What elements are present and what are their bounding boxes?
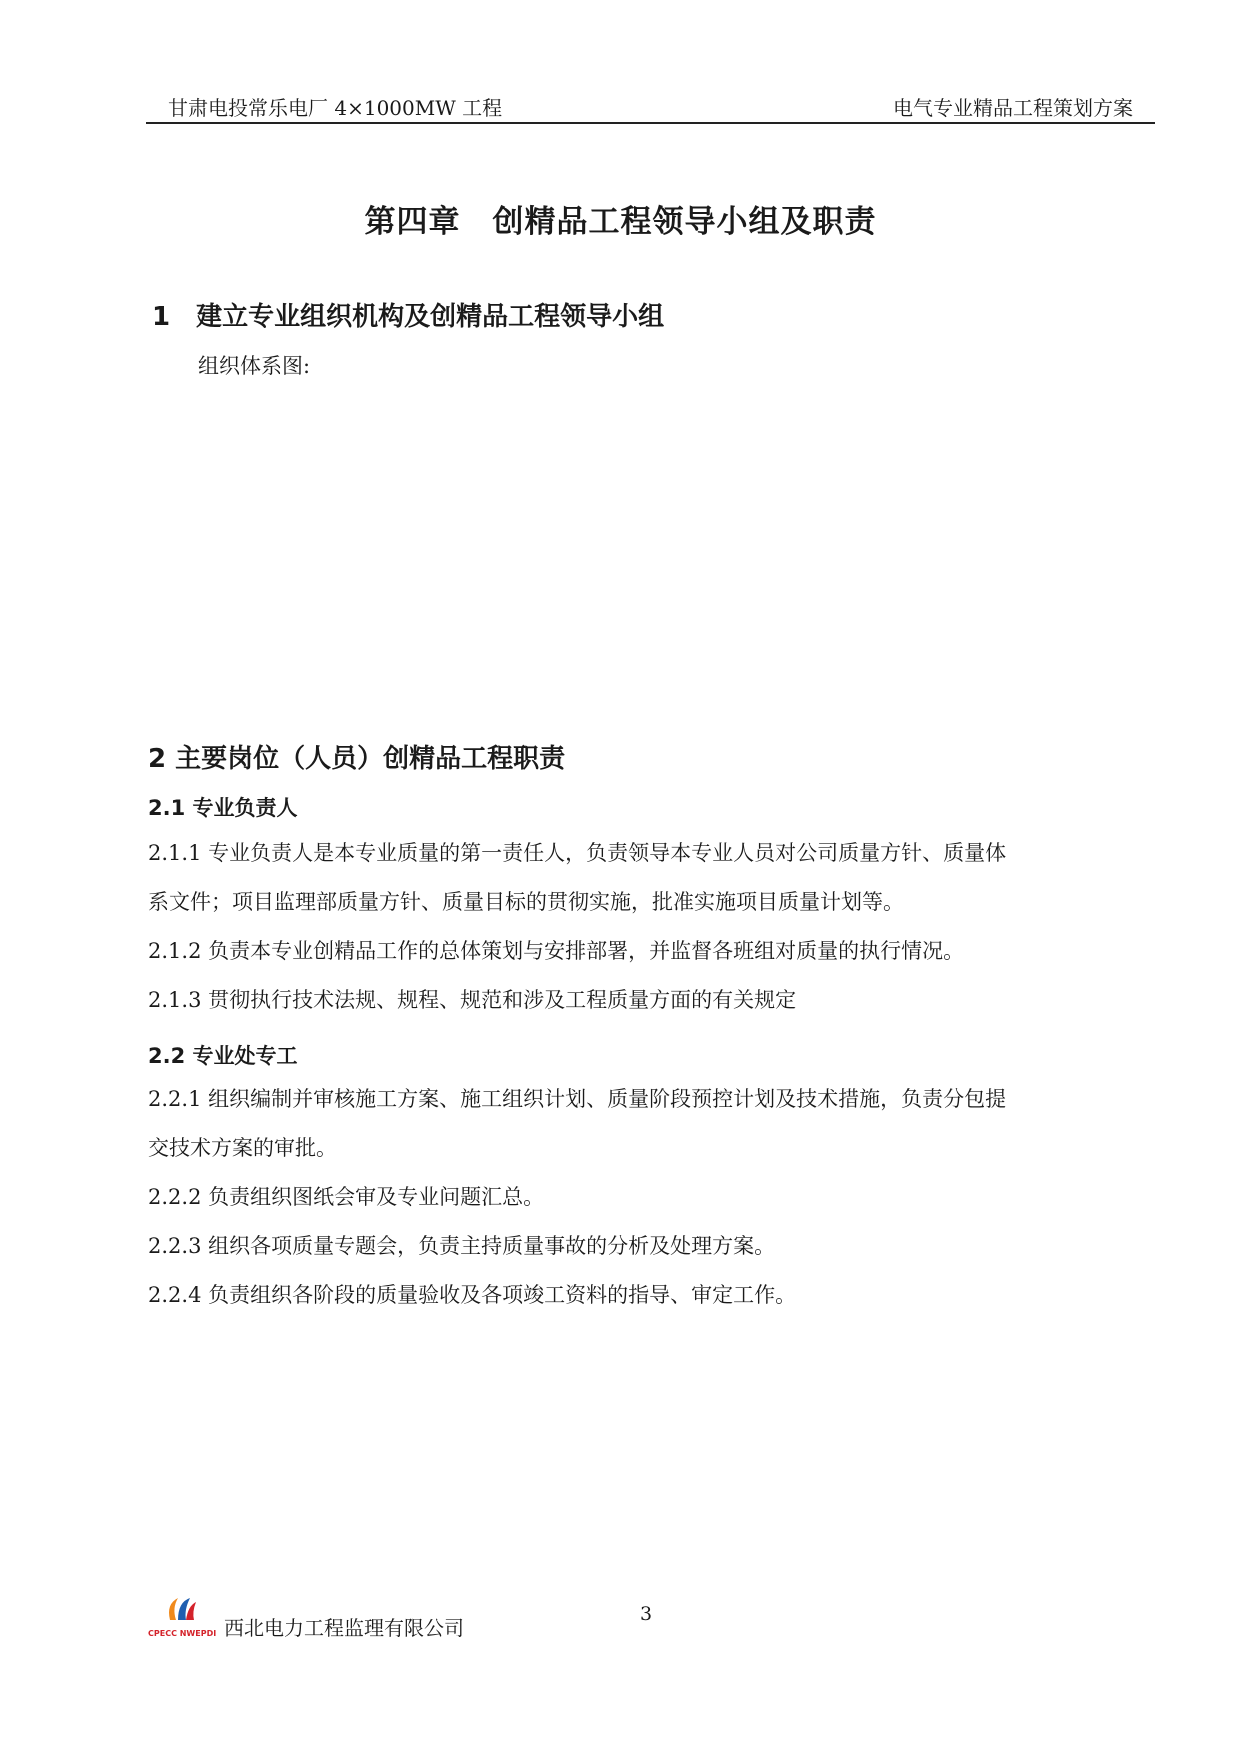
paragraph-2-1-2: 2.1.2 负责本专业创精品工作的总体策划与安排部署，并监督各班组对质量的执行情况。 xyxy=(148,939,965,963)
org-chart-label: 组织体系图: xyxy=(198,354,311,378)
subsection-2-2-heading: 2.2 专业处专工 xyxy=(148,1044,298,1068)
paragraph-2-2-3: 2.2.3 组织各项质量专题会，负责主持质量事故的分析及处理方案。 xyxy=(148,1234,776,1258)
section-1-heading: 1 建立专业组织机构及创精品工程领导小组 xyxy=(152,302,665,332)
paragraph-2-2-4: 2.2.4 负责组织各阶段的质量验收及各项竣工资料的指导、审定工作。 xyxy=(148,1283,797,1307)
header-project-title: 甘肃电投常乐电厂 4×1000MW 工程 xyxy=(168,96,503,120)
paragraph-2-2-1-line1: 2.2.1 组织编制并审核施工方案、施工组织计划、质量阶段预控计划及技术措施，负责分包提 xyxy=(148,1087,1007,1111)
footer-company-name: 西北电力工程监理有限公司 xyxy=(224,1616,464,1640)
section-2-heading: 2 主要岗位（人员）创精品工程职责 xyxy=(148,744,566,774)
paragraph-2-1-3: 2.1.3 贯彻执行技术法规、规程、规范和涉及工程质量方面的有关规定 xyxy=(148,988,797,1012)
chapter-title: 第四章 创精品工程领导小组及职责 xyxy=(364,204,877,240)
header-document-title: 电气专业精品工程策划方案 xyxy=(893,96,1133,120)
paragraph-2-2-1-line2: 交技术方案的审批。 xyxy=(148,1136,337,1160)
logo-text: CPECC NWEPDI xyxy=(148,1629,217,1638)
subsection-2-1-heading: 2.1 专业负责人 xyxy=(148,796,298,820)
paragraph-2-2-2: 2.2.2 负责组织图纸会审及专业问题汇总。 xyxy=(148,1185,545,1209)
org-chart-area xyxy=(198,400,1098,700)
page-header xyxy=(146,88,1155,124)
paragraph-2-1-1-line2: 系文件；项目监理部质量方针、质量目标的贯彻实施，批准实施项目质量计划等。 xyxy=(148,890,904,914)
page-number: 3 xyxy=(640,1603,653,1625)
company-logo-icon xyxy=(148,1590,218,1640)
paragraph-2-1-1-line1: 2.1.1 专业负责人是本专业质量的第一责任人，负责领导本专业人员对公司质量方针、质量体 xyxy=(148,841,1007,865)
